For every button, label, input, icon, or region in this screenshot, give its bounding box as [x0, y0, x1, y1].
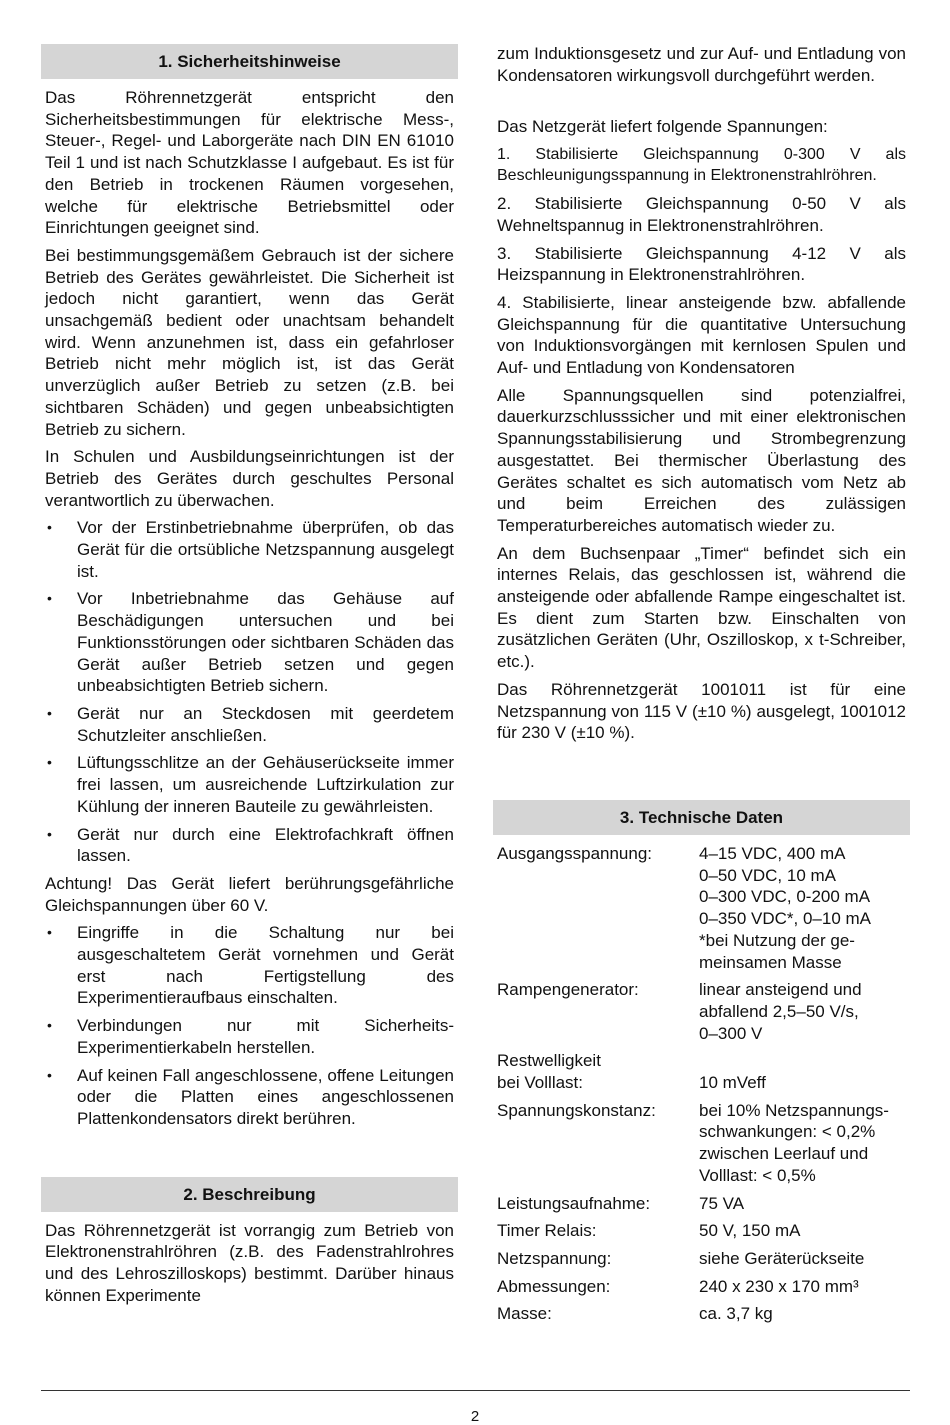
spec-row: [493, 979, 910, 1044]
spec-label: [497, 1220, 699, 1242]
spec-value: [699, 1303, 906, 1325]
spec-label: [497, 1100, 699, 1187]
footer-rule: [41, 1390, 910, 1391]
spec-value-line: [699, 1050, 906, 1072]
warning-text: Achtung! Das Gerät liefert berührungsgefährliche Gleichspannungen über 60 V.: [45, 873, 454, 915]
paragraph: Das Röhrennetzgerät entspricht den Sicherheitsbestimmungen für elektrische Mess-, Steuer-, Regel- und Laborgeräte nach DIN EN 61010 Teil 1 und ist nach Schutzklasse I aufgebaut. Es ist für den Betrieb in trockenen Räumen vorgesehen, welche für elektrische Betriebsmittel oder Einrichtungen geeignet sind.: [45, 88, 454, 238]
spec-label-line: Spannungskonstanz:: [497, 1100, 656, 1120]
list-item: • Auf keinen Fall angeschlossene, offene Leitungen oder die Platten eines angeschlossenen Plattenkondensators direkt berühren.: [77, 1065, 454, 1130]
left-column: [41, 44, 458, 1312]
voltage-item: 3. Stabilisierte Gleichspannung 4-12 V als Heizspannung in Elektronenstrahlröhren.: [497, 243, 906, 285]
spec-row: [493, 1193, 910, 1215]
spec-label-line: Masse:: [497, 1304, 552, 1324]
spec-label-line: Ausgangsspannung:: [497, 843, 653, 863]
spec-label: [497, 1248, 699, 1270]
spec-value-line: abfallend 2,5–50 V/s,: [699, 1001, 859, 1021]
spec-value-line: 10 mVeff: [699, 1073, 766, 1093]
spec-label-line: Leistungsaufnahme:: [497, 1193, 651, 1213]
spec-value-line: bei 10% Netzspannungs-: [699, 1100, 889, 1120]
spec-table: [493, 843, 910, 1325]
spec-value-line: schwankungen: < 0,2%: [699, 1122, 876, 1142]
spec-label-line: Rampengenerator:: [497, 980, 639, 1000]
list-item: • Verbindungen nur mit Sicherheits-Experimentierkabeln herstellen.: [77, 1015, 454, 1058]
list-item: • Gerät nur an Steckdosen mit geerdetem Schutzleiter anschließen.: [77, 703, 454, 746]
paragraph-continued: zum Induktionsgesetz und zur Auf- und Entladung von Kondensatoren wirkungsvoll durchgeführt werden.: [497, 44, 906, 85]
list-item: • Vor Inbetriebnahme das Gehäuse auf Beschädigungen untersuchen und bei Funktionsstörungen oder sichtbaren Schäden das Gerät außer Betrieb setzen und gegen unbeabsichtigten Betrieb sichern.: [77, 588, 454, 697]
paragraph: Bei bestimmungsgemäßem Gebrauch ist der sichere Betrieb des Gerätes gewährleistet. Die Sicherheit ist jedoch nicht garantiert, wenn das Gerät unsachgemäß bedient oder unachtsam behandelt wird. Wenn anzunehmen ist, dass ein gefahrloser Betrieb nicht mehr möglich ist, ist das Gerät unverzüglich außer Betrieb zu setzen (z.B. bei sichtbaren Schäden) und gegen unbeabsichtigten Betrieb zu sichern.: [45, 245, 454, 439]
spec-label: [497, 979, 699, 1044]
spec-label: [497, 1276, 699, 1298]
list-item: • Eingriffe in die Schaltung nur bei ausgeschaltetem Gerät vornehmen und Gerät erst nach Fertigstellung des Experimentieraufbaus einschalten.: [77, 922, 454, 1009]
spec-value: [699, 843, 906, 973]
spec-label-line: Restwelligkeit: [497, 1051, 601, 1071]
spec-label: [497, 1050, 699, 1093]
spec-value-line: 4–15 VDC, 400 mA: [699, 843, 846, 863]
spec-label: [497, 1193, 699, 1215]
section-heading-description: 2. Beschreibung: [41, 1177, 458, 1212]
right-column-content: [493, 45, 910, 1331]
spec-value-line: *bei Nutzung der ge-: [699, 930, 855, 950]
paragraph: Das Röhrennetzgerät 1001011 ist für eine Netzspannung von 115 V (±10 %) ausgelegt, 1001012 für 230 V (±10 %).: [497, 679, 906, 743]
spec-row: [493, 1303, 910, 1325]
section-heading-safety: 1. Sicherheitshinweise: [41, 44, 458, 79]
spec-value-line: 50 V, 150 mA: [699, 1221, 801, 1241]
spec-value-line: 0–300 V: [699, 1023, 763, 1043]
spec-row: [493, 843, 910, 973]
spec-value-line: 0–50 VDC, 10 mA: [699, 865, 837, 885]
spec-row: [493, 1220, 910, 1242]
spec-label-line: bei Volllast:: [497, 1073, 583, 1093]
paragraph-lead: Das Netzgerät liefert folgende Spannungen:: [497, 117, 828, 136]
list-item: • Vor der Erstinbetriebnahme überprüfen, ob das Gerät für die ortsübliche Netzspannung ausgelegt ist.: [77, 517, 454, 582]
spec-row: [493, 1050, 910, 1093]
section-heading-technical-data: 3. Technische Daten: [493, 800, 910, 835]
warning-list: [41, 922, 458, 1129]
spec-value-line: zwischen Leerlauf und: [699, 1144, 869, 1164]
spec-value-line: siehe Geräterückseite: [699, 1248, 865, 1268]
spec-label-line: Netzspannung:: [497, 1248, 612, 1268]
spec-row: [493, 1100, 910, 1187]
safety-list: [41, 517, 458, 867]
spec-label-line: Abmessungen:: [497, 1276, 611, 1296]
page-number: 2: [470, 1408, 480, 1425]
spec-value-line: Volllast: < 0,5%: [699, 1165, 816, 1185]
spec-value-line: 240 x 230 x 170 mm³: [699, 1276, 859, 1296]
spec-value-line: 0–350 VDC*, 0–10 mA: [699, 909, 871, 929]
spec-value-line: 0–300 VDC, 0-200 mA: [699, 887, 871, 907]
spec-value: [699, 1050, 906, 1093]
spec-value-line: ca. 3,7 kg: [699, 1304, 773, 1324]
voltage-item: 2. Stabilisierte Gleichspannung 0-50 V als Wehneltspannug in Elektronenstrahlröhren.: [497, 194, 906, 235]
spec-value: [699, 1248, 906, 1270]
spec-value: [699, 1220, 906, 1242]
spec-label-line: Timer Relais:: [497, 1221, 597, 1241]
spec-value-line: meinsamen Masse: [699, 952, 842, 972]
paragraph: Das Röhrennetzgerät ist vorrangig zum Betrieb von Elektronenstrahlröhren (z.B. des Fadenstrahlrohres und des Lehroszilloskops) bestimmt. Darüber hinaus können Experimente: [45, 1220, 454, 1305]
voltage-item: 4. Stabilisierte, linear ansteigende bzw. abfallende Gleichspannung für die quantitative Untersuchung von Induktionsvorgängen mit kernlosen Spulen und Auf- und Entladung von Kondensatoren: [497, 292, 906, 378]
spec-label: [497, 843, 699, 973]
spec-value-line: linear ansteigend und: [699, 980, 862, 1000]
spec-label: [497, 1303, 699, 1325]
spec-value: [699, 1100, 906, 1187]
list-item: • Gerät nur durch eine Elektrofachkraft öffnen lassen.: [77, 824, 454, 867]
spec-value: [699, 1193, 906, 1215]
paragraph: An dem Buchsenpaar „Timer“ befindet sich ein internes Relais, das geschlossen ist, während die ansteigende oder abfallende Rampe eingeschaltet ist. Es dient zum Starten bzw. Einschalten von zusätzlichen Geräten (Uhr, Oszilloskop, x t-Schreiber, etc.).: [497, 543, 906, 672]
spec-value-line: 75 VA: [699, 1193, 745, 1213]
paragraph: Alle Spannungsquellen sind potenzialfrei, dauerkurzschlusssicher und mit einer elektronischen Spannungsstabilisierung und Strombegrenzung ausgestattet. Bei thermischer Überlastung des Gerätes schaltet es sich automatisch vom Netz ab und beim Erreichen des zulässigen Temperaturbereiches automatisch wieder zu.: [497, 385, 906, 535]
voltage-item: 1. Stabilisierte Gleichspannung 0-300 V als Beschleunigungsspannung in Elektronenstrahlröhren.: [497, 145, 906, 185]
paragraph: In Schulen und Ausbildungseinrichtungen ist der Betrieb des Gerätes durch geschultes Personal verantwortlich zu überwachen.: [45, 447, 454, 510]
spec-value: [699, 1276, 906, 1298]
list-item: • Lüftungsschlitze an der Gehäuserückseite immer frei lassen, um ausreichende Luftzirkulation zur Kühlung der inneren Bauteile zu gewährleisten.: [77, 752, 454, 817]
spec-row: [493, 1276, 910, 1298]
spec-row: [493, 1248, 910, 1270]
spec-value: [699, 979, 906, 1044]
